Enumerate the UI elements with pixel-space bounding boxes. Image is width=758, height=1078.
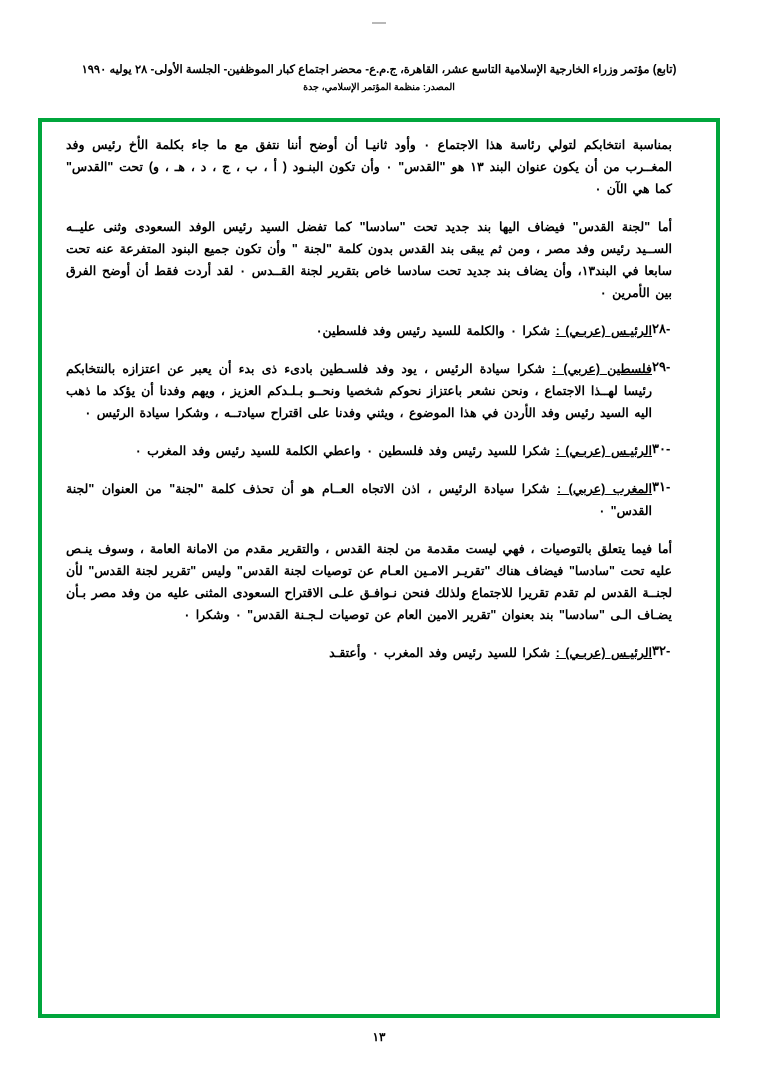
paragraph-text: شكرا ٠ والكلمة للسيد رئيس وفد فلسطين٠: [315, 324, 551, 338]
header-title-line: (تابع) مؤتمر وزراء الخارجية الإسلامية التاسع عشر، القاهرة، ج.م.ع- محضر اجتماع كبار الموظفين- الجلسة الأولى- ٢٨ يوليه ١٩٩٠: [81, 64, 677, 76]
paragraph-number: -٣٢: [652, 643, 671, 658]
speaker-label: الرئيـس (عربـي) :: [555, 444, 652, 458]
paragraph-block: [66, 320, 692, 342]
top-tick-mark: [372, 22, 386, 24]
paragraph-text: أما "لجنة القدس" فيضاف اليها بند جديد تحت "سادسا" كما تفضل السيد رئيس الوفد السعودى وثنى عليــه الســيد رئيس وفد مصر ، ومن ثم يبقى بند القدس بدون كلمة "لجنة " وأن تكون جميع البنود المتفرعة عنه تحت سابعا في البند١٣، وأن يضاف بند جديد تحت سادسا خاص بتقرير لجنة القــدس ٠ لقد أردت فقط أن أوضح الفرق بين الأمرين ٠: [66, 220, 673, 300]
paragraph-text-with-speaker: [66, 642, 652, 664]
paragraph-text: شكرا للسيد رئيس وفد فلسطين ٠ واعطي الكلمة للسيد رئيس وفد المغرب ٠: [134, 444, 551, 458]
paragraph-block: [66, 216, 692, 304]
paragraph-block: [66, 478, 692, 522]
paragraph-number: -٢٩: [652, 359, 671, 374]
paragraph-text: شكرا للسيد رئيس وفد المغرب ٠ وأعتقـد: [329, 646, 551, 660]
paragraph-block: [66, 538, 692, 626]
paragraph-number: -٣٠: [652, 441, 671, 456]
document-header: [30, 62, 728, 95]
paragraph-text-with-speaker: [66, 358, 652, 424]
paragraph-block: [66, 134, 692, 200]
paragraph-text: شكرا سيادة الرئيس ، يود وفد فلسـطين بادىء ذى بدء أن يعبر عن اعتزازه بالنتخابكم رئيسا لهــذا الاجتماع ، ونحن نشعر باعتزاز نحوكم شخصيا ونحــو بـلـدكم العزيز ، ويهم وفدنا أن يؤكد ما ذهب اليه السيد رئيس وفد الأردن في هذا الموضوع ، ويثني وفدنا على اقتراح سيادتــه ، وشكرا سيادة الرئيس ٠: [66, 362, 652, 420]
speaker-label: فلسطين (عربي) :: [552, 362, 652, 376]
transcript-body: [42, 122, 716, 664]
paragraph-block: [66, 358, 692, 424]
page-number: ١٣: [372, 1030, 386, 1044]
paragraph-text: بمناسبة انتخابكم لتولي رئاسة هذا الاجتماع ٠ وأود ثانيـا أن أوضح أننا نتفق مع ما جاء بكلمة الأخ رئيس وفد المغــرب من أن يكون عنوان البند ١٣ هو "القدس" ٠ وأن تكون البنـود ( أ ، ب ، ج ، د ، هـ ، و) تحت "القدس" كما هي الآن ٠: [66, 138, 673, 196]
paragraph-text-with-speaker: [66, 440, 652, 462]
paragraph-text: شكرا سيادة الرئيس ، اذن الاتجاه العــام هو أن تحذف كلمة "لجنة" من العنوان "لجنة القدس" ٠: [66, 482, 652, 518]
paragraph-number: -٣١: [652, 479, 671, 494]
paragraph-number: -٢٨: [652, 321, 671, 336]
paragraph-text-with-speaker: [66, 478, 652, 522]
speaker-label: الرئيـس (عربـي) :: [555, 646, 652, 660]
paragraph-text: أما فيما يتعلق بالتوصيات ، فهي ليست مقدمة من لجنة القدس ، والتقرير مقدم من الامانة العامة ، وسوف ينـص عليه تحت "سادسا" فيضاف هناك "تقريـر الامـين العـام عن توصيات لجنة القدس" وليس "تقرير لجنة القدس" لأن لجنــة القدس لم تقدم تقريرا للاجتماع ولذلك فنحن نـوافـق علـى الاقتراح السعودى المثنى عليه من وفد مصر بـأن يضـاف الـى "سادسا" بند بعنوان "تقرير الامين العام عن توصيات لـجـنة القدس" ٠ وشكرا ٠: [65, 542, 672, 622]
speaker-label: المغرب (عربي) :: [556, 482, 652, 496]
paragraph-text-with-speaker: [66, 320, 652, 342]
green-bordered-text-frame: [38, 118, 720, 1018]
paragraph-block: [66, 642, 692, 664]
speaker-label: الرئيـس (عربـي) :: [555, 324, 652, 338]
paragraph-block: [66, 440, 692, 462]
header-source-line: المصدر: منظمة المؤتمر الإسلامي، جدة: [303, 82, 455, 93]
